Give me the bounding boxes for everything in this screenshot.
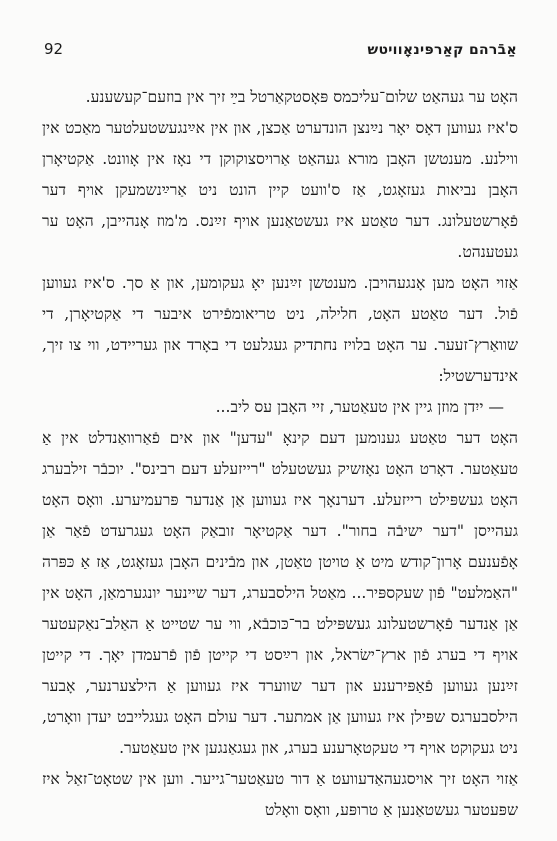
running-header (44, 40, 517, 64)
paragraph: ס'איז געווען דאָס יאָר נײַנצן הונדערט אַכצן, און אין אײַנגעשטעלטער מאַכט אין ווילנע. מענטשן האָבן מורא געהאַט אַרויסצוקוקן די נאָז אין אָוונט. אַקטיאָרן האָבן נביאות געזאָגט, אַז ס'וועט קיין הונט ניט אַרײַנשמעקן אויף דער פֿאָרשטעלונג. דער טאַטע איז געשטאַנען אויף זײַנס. מ'מוז אָנהייבן, האָט ער געטענהט. (42, 119, 518, 261)
paragraph: אַזוי האָט מען אָנגעהויבן. מענטשן זײַנען יאָ געקומען, און אַ סך. ס'איז געווען פֿול. דער טאַטע האָט, חלילה, ניט טריאומפֿירט איבער די אַקטיאָרן, די שוואַרץ־זעער. ער האָט בלויז נחתדיק געגלעט די באָרד און געריידט, ווי צו זיך, אינדערשטיל: (42, 274, 518, 385)
paragraph: אַזוי האָט זיך אויסגעהאַדעוועט אַ דור טעאַטער־גייער. ווען אין שטאָט־זאַל איז שפּעטער געשטאַנען אַ טרופּע, וואָס וואָלט (42, 770, 518, 819)
page-number: 92 (44, 40, 64, 58)
paragraph: האָט ער געהאַט שלום־עליכמס פּאָסטקאַרטל בײַ זיך אין בוזעם־קעשענע. (85, 88, 518, 106)
paragraph: האָט דער טאַטע גענומען דעם קינאָ "עדען" און אים פֿאַרוואַנדלט אין אַ טעאַטער. דאָרט האָט נאָזשיק געשטעלט "רייזעלע דעם רבינס". יוכבֿר זילבערג האָט געשפּילט רייזעלע. דערנאָך איז געווען אַן אַנדער פּרעמיערע. וואָס האָט געהייסן "דער ישיבֿה בחור". דער אַקטיאָר זובאַק האָט געגרעדט פֿאַר אַן אָפֿענעם אָרון־קודש מיט אַ טויטן טאַטן, און מבֿינים האָבן געזאָגט, אַז אַ כּפּרה "האַמלעט" פֿון שעקספּיר... מאַטל הילסבערג, דער שיינער יונגערמאַן, האָט אין אַן אַנדער פֿאָרשטעלונג געשפּילט בר־כּוכבֿא, ווי ער שטייט אַ האַלב־נאַקעטער אויף די בערג פֿון ארץ־ישׂראל, און רײַסט די קייטן פֿון פֿרעמדן יאָך. די קייטן זײַנען געווען פֿאַפּירענע און דער שווערד איז געווען אַ הילצערנער, אָבער הילסבערגס שפּילן איז געווען אַן אמתער. דער עולם האָט געגלייבט יעדן וואָרט, ניט געקוקט אויף די טעקטאָרענע בערג, און געגאַנגען אין טעאַטער. (42, 429, 518, 757)
body-text (42, 82, 518, 826)
running-head-author: אַבֿרהם קאַרפּינאָוויטש (367, 42, 517, 58)
quoted-line: — ייִדן מוזן גיין אין טעאַטער, זיי האָבן עס ליב... (215, 398, 504, 416)
